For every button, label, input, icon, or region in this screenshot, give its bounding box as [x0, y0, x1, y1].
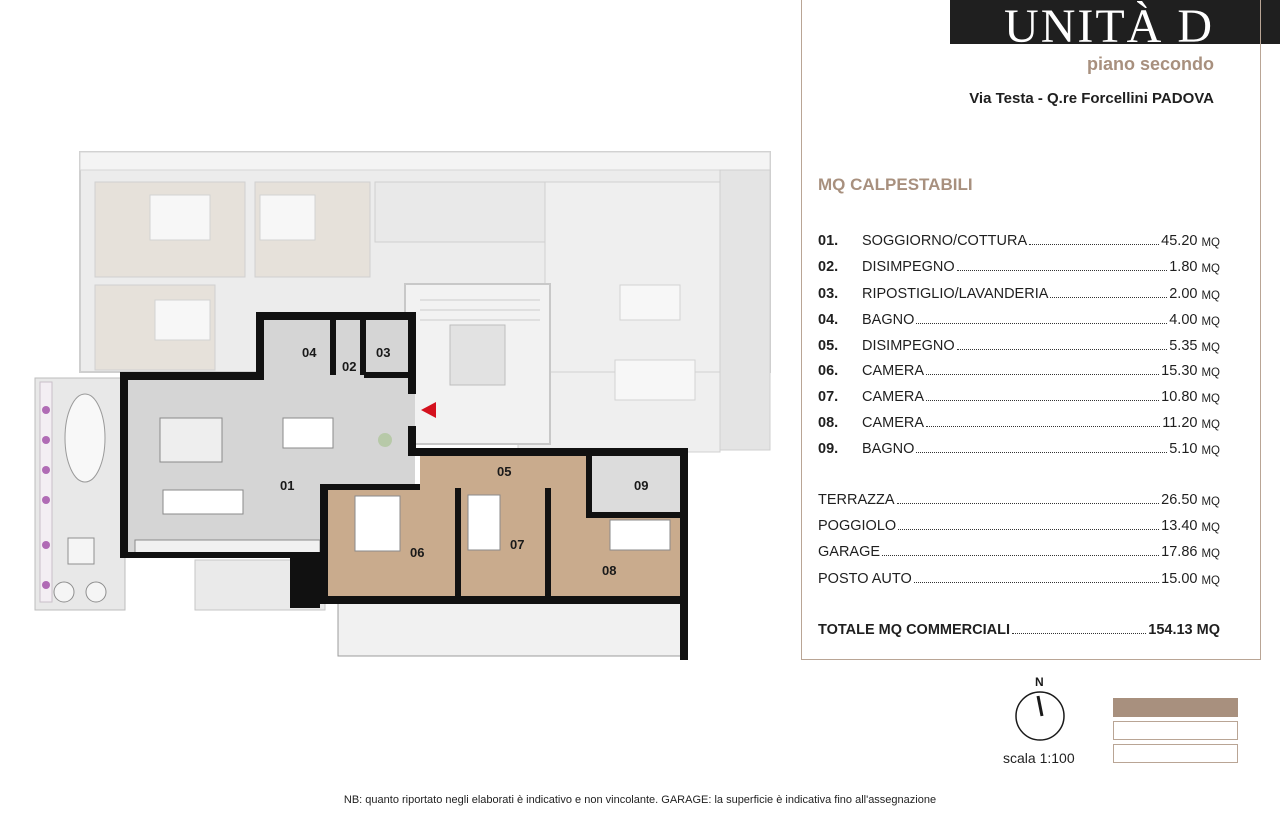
terrace	[35, 378, 125, 610]
area-row: POSTO AUTO 15.00 MQ	[818, 571, 1220, 587]
area-row: TERRAZZA 26.50 MQ	[818, 492, 1220, 508]
floor-plan	[0, 140, 790, 670]
area-row: 01. SOGGIORNO/COTTURA 45.20 MQ	[818, 233, 1220, 249]
total-row: TOTALE MQ COMMERCIALI 154.13 MQ	[818, 622, 1220, 638]
bed	[355, 496, 400, 551]
balcony	[338, 600, 683, 656]
stair-core	[405, 284, 550, 444]
legend-swatch-empty	[1113, 721, 1238, 740]
room-label: 05	[497, 464, 512, 479]
area-row: 03. RIPOSTIGLIO/LAVANDERIA 2.00 MQ	[818, 286, 1220, 302]
area-row: 05. DISIMPEGNO 5.35 MQ	[818, 338, 1220, 354]
room-label: 08	[602, 563, 617, 578]
room-label: 06	[410, 545, 425, 560]
area-row: POGGIOLO 13.40 MQ	[818, 518, 1220, 534]
area-row: 09. BAGNO 5.10 MQ	[818, 441, 1220, 457]
sofa	[160, 418, 222, 462]
room-label: 09	[634, 478, 649, 493]
area-row: 02. DISIMPEGNO 1.80 MQ	[818, 259, 1220, 275]
room-label: 02	[342, 359, 357, 374]
area-row: 07. CAMERA 10.80 MQ	[818, 389, 1220, 405]
dining-table	[283, 418, 333, 448]
area-row: 04. BAGNO 4.00 MQ	[818, 312, 1220, 328]
plant-icon	[378, 433, 392, 447]
kitchen-island	[163, 490, 243, 514]
area-row: 08. CAMERA 11.20 MQ	[818, 415, 1220, 431]
room-label: 01	[280, 478, 295, 493]
section-title: MQ CALPESTABILI	[818, 175, 973, 194]
footnote: NB: quanto riportato negli elaborati è indicativo e non vincolante. GARAGE: la superficie è indicativa fino all'assegnazione	[343, 794, 937, 806]
room-label: 03	[376, 345, 391, 360]
legend-swatch-filled	[1113, 698, 1238, 717]
floor-subtitle: piano secondo	[1086, 54, 1214, 74]
scale-label: scala 1:100	[1003, 750, 1075, 766]
info-panel	[801, 0, 1261, 660]
area-row: 06. CAMERA 15.30 MQ	[818, 363, 1220, 379]
unit-title: UNITÀ D	[1004, 0, 1214, 53]
compass-icon	[1010, 672, 1070, 742]
address: Via Testa - Q.re Forcellini PADOVA	[969, 90, 1214, 107]
kitchen-counter	[135, 540, 320, 554]
north-label: N	[1035, 675, 1044, 689]
room-label: 04	[302, 345, 317, 360]
area-row: GARAGE 17.86 MQ	[818, 544, 1220, 560]
bed	[610, 520, 670, 550]
bed	[468, 495, 500, 550]
legend-swatch-empty	[1113, 744, 1238, 763]
room-label: 07	[510, 537, 525, 552]
